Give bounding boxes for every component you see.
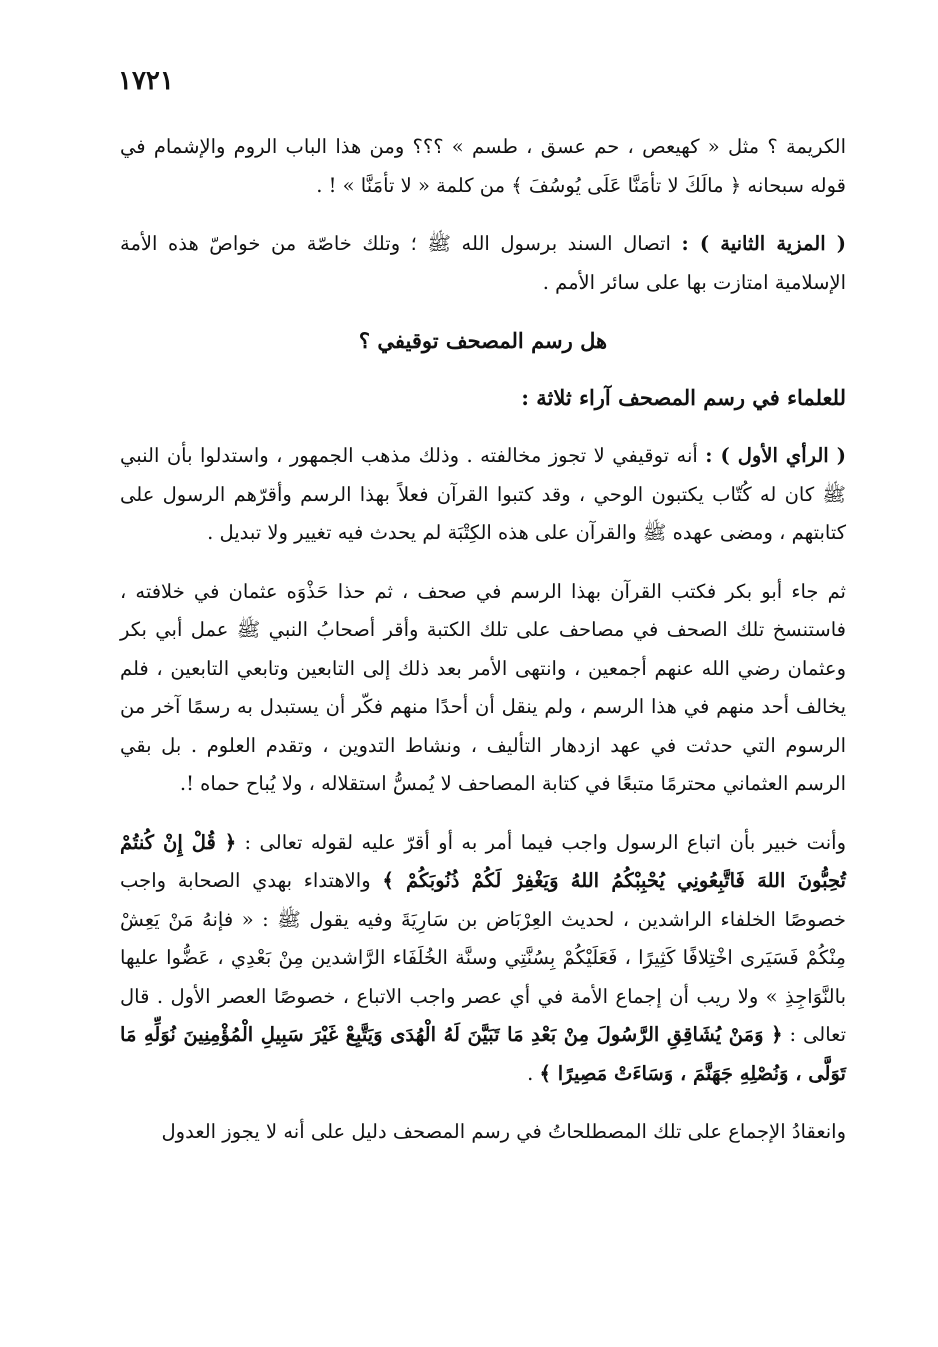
- page-number: ١٧٢١: [118, 66, 174, 96]
- quran-verse-1: ﴿ قُلْ إِنْ كُنتُمْ تُحِبُّونَ اللهَ فَاتَّبِعُونِي يُحْبِبْكُمُ اللهُ وَيَغْفِرْ لَكُمْ ذُنُوبَكُمْ ﴾: [120, 830, 846, 892]
- paragraph-5: [120, 824, 846, 1094]
- paragraph-2-label: ( المزية الثانية ) :: [681, 232, 846, 255]
- paragraph-6: وانعقادُ الإجماع على تلك المصطلحاتُ في رسم المصحف دليل على أنه لا يجوز العدول: [161, 1120, 846, 1143]
- paragraph-2-text: اتصال السند برسول الله ﷺ ؛ وتلك خاصّة من خواصّ هذه الأمة الإسلامية امتازت بها على سائر الأمم .: [120, 232, 846, 294]
- paragraph-3: [120, 437, 846, 553]
- quran-verse-2: ﴿ وَمَنْ يُشَاقِقِ الرَّسُولَ مِنْ بَعْدِ مَا تَبَيَّنَ لَهُ الْهُدَى وَيَتَّبِعْ غَيْرَ سَبِيلِ الْمُؤْمِنِينَ نُوَلِّهِ مَا تَوَلَّى ، وَنُصْلِهِ جَهَنَّمَ ، وَسَاءَتْ مَصِيرًا ﴾: [120, 1023, 846, 1085]
- paragraph-5-intro: وأنت خبير بأن اتباع الرسول واجب فيما أمر به أو أقرّ عليه لقوله تعالى :: [236, 830, 847, 854]
- paragraph-3-label: ( الرأي الأول ) :: [705, 444, 846, 467]
- subsection-heading: للعلماء في رسم المصحف آراء ثلاثة :: [521, 384, 846, 410]
- page-body: [120, 128, 846, 1172]
- paragraph-3-text: أنه توقيفي لا تجوز مخالفته . وذلك مذهب الجمهور ، واستدلوا بأن النبي ﷺ كان له كُتّاب يكتبون الوحي ، وقد كتبوا القرآن فعلاً بهذا الرسم وأقرّهم الرسول على كتابتهم ، ومضى عهده ﷺ والقرآن على هذه الكِتْبَة لم يحدث فيه تغيير ولا تبديل .: [120, 444, 846, 544]
- paragraph-4: ثم جاء أبو بكر فكتب القرآن بهذا الرسم في صحف ، ثم حذا حَذْوَه عثمان في خلافته ، فاستنسخ تلك الصحف في مصاحف على تلك الكتبة وأقر أصحابُ النبي ﷺ عمل أبي بكر وعثمان رضي الله عنهم أجمعين ، وانتهى الأمر بعد ذلك إلى التابعين وتابعي التابعين ، فلم يخالف أحد منهم في هذا الرسم ، ولم ينقل أن أحدًا منهم فكّر أن يستبدل به رسمًا آخر من الرسوم التي حدثت في عهد ازدهار التأليف ، ونشاط التدوين ، وتقدم العلوم . بل بقي الرسم العثماني محترمًا متبعًا في كتابة المصاحف لا يُمسُّ استقلاله ، ولا يُباح حماه !.: [120, 579, 846, 795]
- paragraph-5-end: .: [527, 1061, 540, 1085]
- paragraph-5-middle: والاهتداء بهدي الصحابة واجب خصوصًا الخلفاء الراشدين ، لحديث العِرْبَاض بن سَارِيَةَ وفيه يقول ﷺ : « فإنهُ مَنْ يَعِشْ مِنْكُمْ فَسَيَرى اخْتِلافًا كَثِيرًا ، فَعَلَيْكُمْ بِسُنَّتِي وسنَّة الخُلَفَاء الرَّاشدين مِنْ بَعْدِي ، عَضُّوا عليها بالنَّوَاجِذِ » ولا ريب أن إجماع الأمة في أي عصر واجب الاتباع ، خصوصًا العصر الأول . قال تعالى :: [120, 869, 846, 1046]
- section-heading: هل رسم المصحف توقيفي ؟: [358, 328, 608, 353]
- paragraph-1: الكريمة ؟ مثل « كهيعص ، حم عسق ، طسم » ؟؟؟ ومن هذا الباب الروم والإشمام في قوله سبحانه ﴿ مالَكَ لا تأمَنَّا عَلَى يُوسُفَ ﴾ من كلمة « لا تأمَنَّا » ! .: [120, 135, 846, 197]
- paragraph-2: [120, 225, 846, 302]
